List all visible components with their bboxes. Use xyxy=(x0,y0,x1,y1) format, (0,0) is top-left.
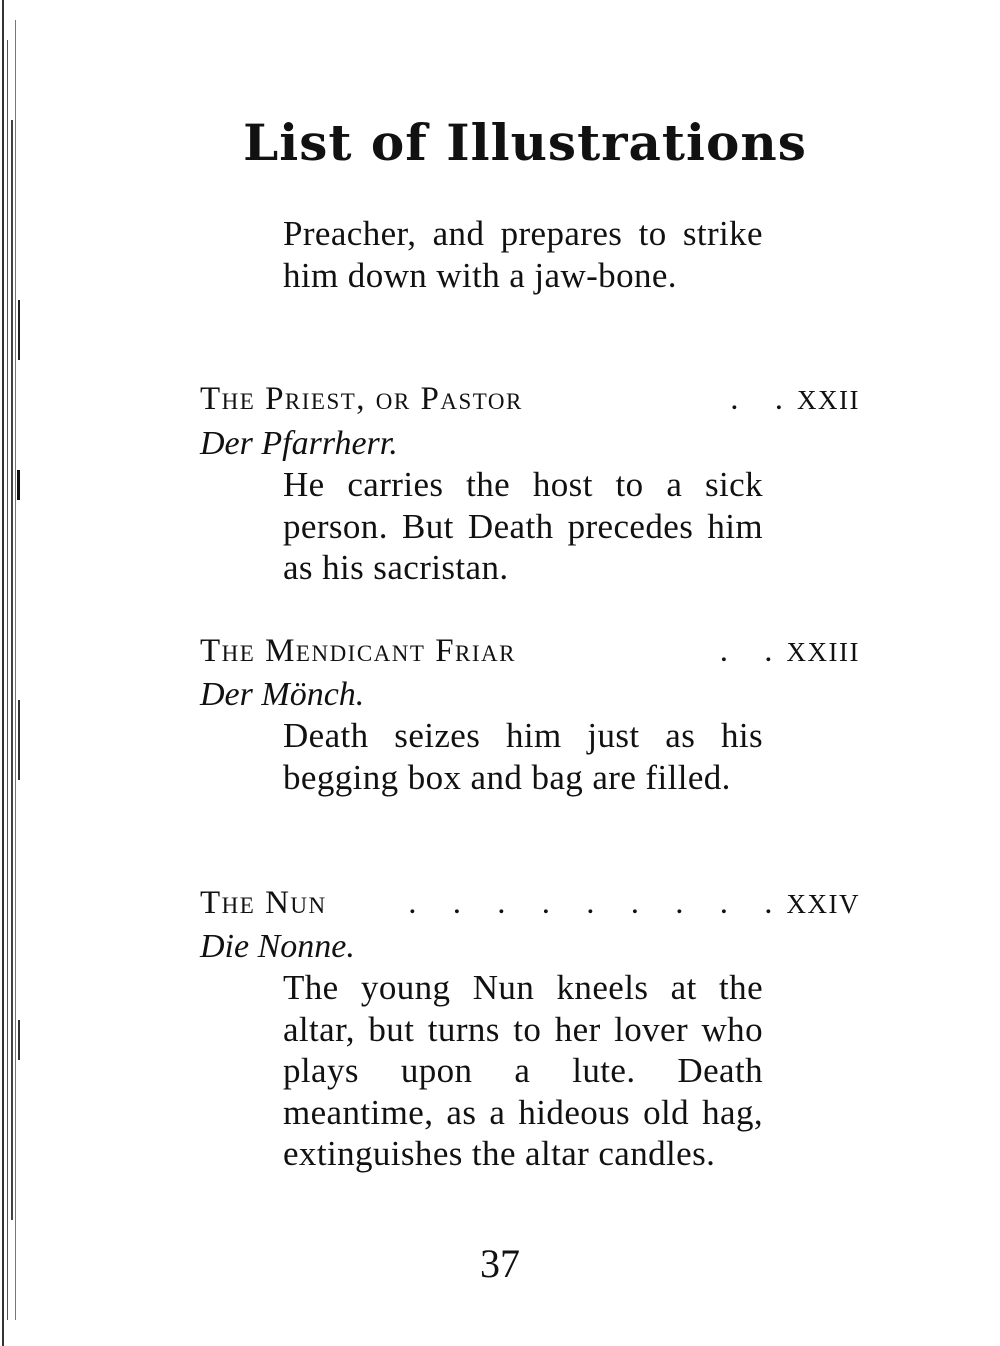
plate-number: XXIII xyxy=(786,637,860,667)
entry-title: The Nun xyxy=(200,885,327,921)
plate-number: XXIV xyxy=(786,889,860,919)
plate-number: XXII xyxy=(797,385,860,415)
entry-title: The Priest, or Pastor xyxy=(200,381,523,417)
entry-heading-friar xyxy=(200,631,860,672)
dot-leader: . . xyxy=(730,381,798,417)
entry-description-nun: The young Nun kneels at the altar, but turns to her lover who plays upon a lute. Death meantime, as a hideous old hag, extinguishes the altar candles. xyxy=(283,968,763,1173)
entry-german-title-friar: Der Mönch. xyxy=(200,676,365,713)
entry-german-title-priest: Der Pfarrherr. xyxy=(200,425,398,462)
dot-leader: . . . . . . . . . xyxy=(408,885,787,921)
continuation-description: Preacher, and prepares to strike him down with a jaw-bone. xyxy=(283,214,763,295)
page-binding-edge xyxy=(0,0,22,1346)
dot-leader: . . xyxy=(719,633,787,669)
entry-heading-priest xyxy=(200,379,860,420)
entry-title: The Mendicant Friar xyxy=(200,633,517,669)
page-title xyxy=(0,113,1000,172)
page-title-text: List of Illustrations xyxy=(243,113,807,172)
entry-description-priest: He carries the host to a sick person. But Death precedes him as his sacristan. xyxy=(283,465,763,587)
entry-heading-nun xyxy=(200,883,860,924)
entry-german-title-nun: Die Nonne. xyxy=(200,928,355,965)
page-number: 37 xyxy=(480,1241,520,1286)
entry-description-friar: Death seizes him just as his begging box and bag are filled. xyxy=(283,716,763,797)
